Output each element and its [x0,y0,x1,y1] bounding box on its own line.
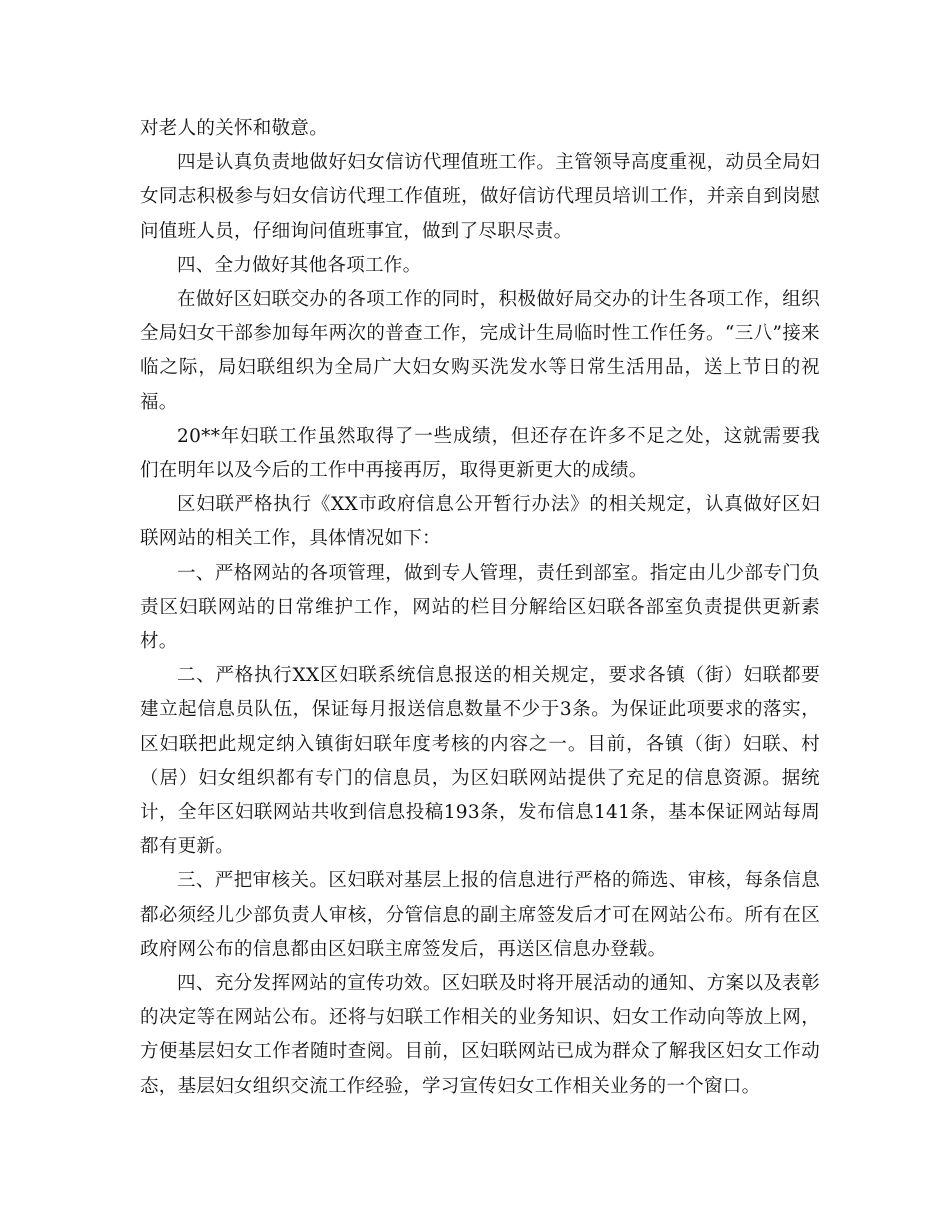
paragraph-8: 三、严把审核关。区妇联对基层上报的信息进行严格的筛选、审核，每条信息都必须经儿少部负责人审核，分管信息的副主席签发后才可在网站公布。所有在区政府网公布的信息都由区妇联主席签发后，再送区信息办登载。 [140,870,820,960]
paragraph-9: 四、充分发挥网站的宣传功效。区妇联及时将开展活动的通知、方案以及表彰的决定等在网站公布。还将与妇联工作相关的业务知识、妇女工作动向等放上网，方便基层妇女工作者随时查阅。目前，区妇联网站已成为群众了解我区妇女工作动态，基层妇女组织交流工作经验，学习宣传妇女工作相关业务的一个窗口。 [140,973,820,1097]
paragraph-6: 一、严格网站的各项管理，做到专人管理，责任到部室。指定由儿少部专门负责区妇联网站的日常维护工作，网站的栏目分解给区妇联各部室负责提供更新素材。 [140,562,820,653]
paragraph-4: 20**年妇联工作虽然取得了一些成绩，但还存在许多不足之处，这就需要我们在明年以及今后的工作中再接再厉，取得更新更大的成绩。 [140,425,820,482]
paragraph-5: 区妇联严格执行《XX市政府信息公开暂行办法》的相关规定，认真做好区妇联网站的相关工作，具体情况如下： [140,494,820,550]
paragraph-2: 四、全力做好其他各项工作。 [177,254,422,276]
paragraph-3: 在做好区妇联交办的各项工作的同时，积极做好局交办的计生各项工作，组织全局妇女干部参加每年两次的普查工作，完成计生局临时性工作任务。“三八”接来临之际，局妇联组织为全局广大妇女购买洗发水等日常生活用品，送上节日的祝福。 [140,289,820,413]
paragraph-1: 四是认真负责地做好妇女信访代理值班工作。主管领导高度重视，动员全局妇女同志积极参与妇女信访代理工作值班，做好信访代理员培训工作，并亲自到岗慰问值班人员，仔细询问值班事宜，做到了尽职尽责。 [140,152,820,242]
paragraph-0: 对老人的关怀和敬意。 [140,118,329,139]
paragraph-7: 二、严格执行XX区妇联系统信息报送的相关规定，要求各镇（街）妇联都要建立起信息员队伍，保证每月报送信息数量不少于3条。为保证此项要求的落实，区妇联把此规定纳入镇街妇联年度考核的内容之一。目前，各镇（街）妇联、村（居）妇女组织都有专门的信息员，为区妇联网站提供了充足的信息资源。据统计，全年区妇联网站共收到信息投稿193条，发布信息141条，基本保证网站每周都有更新。 [140,665,820,858]
document-body [140,112,820,1104]
